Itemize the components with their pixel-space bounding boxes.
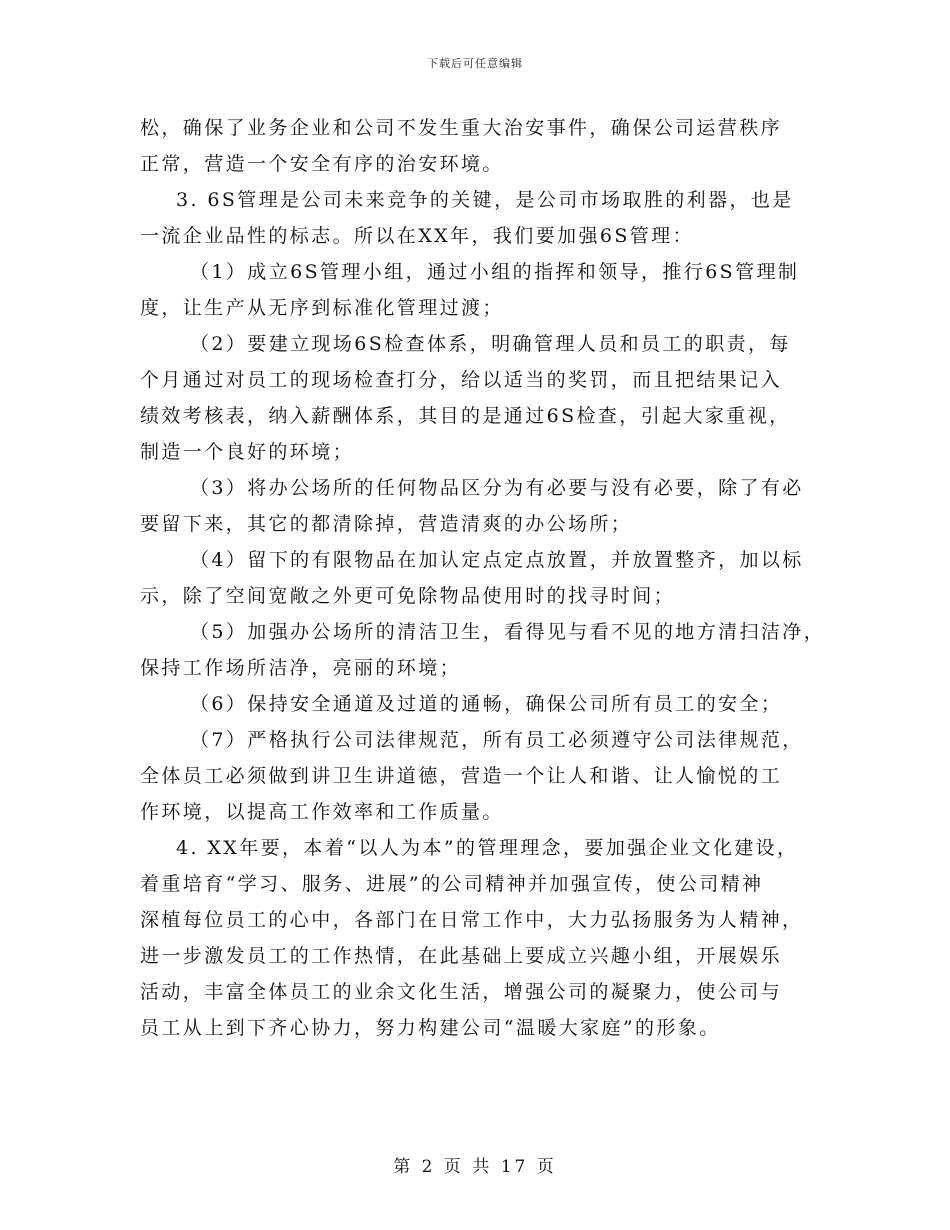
list-item-line: （6）保持安全通道及过道的通畅，确保公司所有员工的安全； <box>190 693 783 715</box>
list-item-line: 保持工作场所洁净，亮丽的环境； <box>140 657 462 679</box>
list-item-line: 要留下来，其它的都清除掉，营造清爽的办公场所； <box>140 513 633 535</box>
paragraph-line: 正常，营造一个安全有序的治安环境。 <box>140 153 504 175</box>
paragraph-line: 员工从上到下齐心协力，努力构建公司“温暖大家庭”的形象。 <box>140 1017 721 1039</box>
page-number: 第 2 页 共 17 页 <box>393 1157 557 1177</box>
list-item-line: 制造一个良好的环境； <box>140 441 355 463</box>
list-item-line: （2）要建立现场6S检查体系，明确管理人员和员工的职责，每 <box>190 333 791 355</box>
paragraph-line: 活动，丰富全体员工的业余文化生活，增强公司的凝聚力，使公司与 <box>140 981 783 1003</box>
list-item-line: （5）加强办公场所的清洁卫生，看得见与看不见的地方清扫洁净， <box>190 621 826 643</box>
paragraph-line: 一流企业品性的标志。所以在XX年，我们要加强6S管理： <box>140 225 694 247</box>
list-item-line: 绩效考核表，纳入薪酬体系，其目的是通过6S检查，引起大家重视， <box>140 405 791 427</box>
paragraph-line: 3. 6S管理是公司未来竞争的关键，是公司市场取胜的利器，也是 <box>176 189 794 211</box>
list-item-line: （1）成立6S管理小组，通过小组的指挥和领导，推行6S管理制 <box>190 261 800 283</box>
page-header: 下载后可任意编辑 <box>427 57 523 70</box>
list-item-line: （7）严格执行公司法律规范，所有员工必须遵守公司法律规范， <box>190 729 804 751</box>
paragraph-line: 着重培育“学习、服务、进展”的公司精神并加强宣传，使公司精神 <box>140 873 764 895</box>
list-item-line: 示，除了空间宽敞之外更可免除物品使用时的找寻时间； <box>140 585 676 607</box>
document-body <box>140 110 826 1046</box>
list-item-line: 全体员工必须做到讲卫生讲道德，营造一个让人和谐、让人愉悦的工 <box>140 765 783 787</box>
paragraph-line: 4. XX年要，本着“以人为本”的管理理念，要加强企业文化建设， <box>176 837 799 859</box>
list-item-line: （4）留下的有限物品在加认定点定点放置，并放置整齐，加以标 <box>190 549 804 571</box>
paragraph-line: 进一步激发员工的工作热情，在此基础上要成立兴趣小组，开展娱乐 <box>140 945 783 967</box>
paragraph-line: 深植每位员工的心中，各部门在日常工作中，大力弘扬服务为人精神， <box>140 909 804 931</box>
paragraph-line: 松，确保了业务企业和公司不发生重大治安事件，确保公司运营秩序 <box>140 117 783 139</box>
list-item-line: （3）将办公场所的任何物品区分为有必要与没有必要，除了有必 <box>190 477 804 499</box>
list-item-line: 度，让生产从无序到标准化管理过渡； <box>140 297 504 319</box>
list-item-line: 作环境，以提高工作效率和工作质量。 <box>140 801 504 823</box>
list-item-line: 个月通过对员工的现场检查打分，给以适当的奖罚，而且把结果记入 <box>140 369 783 391</box>
